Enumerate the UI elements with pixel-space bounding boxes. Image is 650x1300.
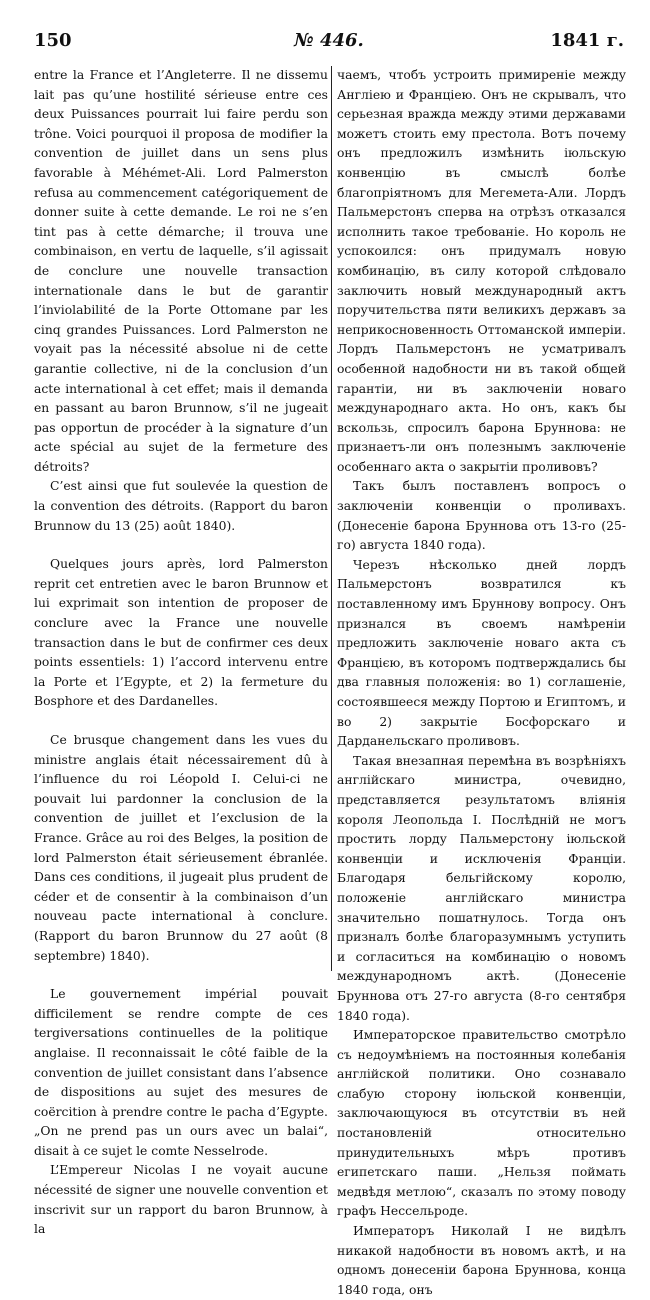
french-paragraph: C’est ainsi que fut soulevée la question de la convention des détroits. (Rapport du baron Brunnow du 13 (25) août 1840). [34,479,328,533]
french-paragraph: L’Empereur Nicolas I ne voyait aucune nécessité de signer une nouvelle convention et inscrivit sur un rapport du baron Brunnow, à la [34,1163,328,1237]
french-paragraph: entre la France et l’Angleterre. Il ne dissemu lait pas qu’une hostilité sérieuse entre ces deux Puissances pourrait lui faire perdu son trône. Voici pourquoi il proposa de modifier la convention de juillet dans un sens plus favorable à Méhémet-Ali. Lord Palmerston refusa au commencement catégoriquement de donner suite à cette demande. Le roi ne s’en tint pas à cette démarche; il trouva une combinaison, en vertu de laquelle, s’il agissait de conclure une nouvelle transaction internationale dans le but de garantir l’inviolabilité de la Porte Ottomane par les cinq grandes Puissances. Lord Palmerston ne voyait pas la nécessité absolue ni de cette garantie collective, ni de la conclusion d’un acte international à cet effet; mais il demanda en passant au baron Brunnow, s’il ne jugeait pas opportun de procéder à la signature d’un acte spécial au sujet de la fermeture des détroits? [34,68,328,474]
russian-paragraph: Такая внезапная перемѣна въ возрѣніяхъ англійскаго министра, очевидно, представляется результатомъ вліянія короля Леопольда I. Послѣдній не могъ простить лорду Пальмерстону іюльской конвенціи и исключенія Франціи. Благодаря бельгійскому королю, положеніе англійскаго министра значительно пошатнулось. Тогда онъ призналъ болѣе благоразумнымъ уступить и согласиться на комбинацію о новомъ международномъ актѣ. (Донесеніе Бруннова отъ 27-го августа (8-го сентября 1840 года). [337,753,626,1023]
russian-column [337,66,626,1300]
year-label: 1841 г. [550,30,624,51]
russian-paragraph: Императорское правительство смотрѣло съ недоумѣніемъ на постоянныя колебанія англійской политики. Оно сознавало слабую сторону іюльской конвенціи, заключающуюся въ отсутствіи въ ней постановленій относительно принудительныхъ мѣръ противъ египетскаго паши. „Нельзя поймать медвѣдя метлою“, сказалъ по этому поводу графъ Нессельроде. [337,1028,626,1219]
document-number: № 446. [294,30,364,51]
russian-paragraph: Черезъ нѣсколько дней лордъ Пальмерстонъ возвратился къ поставленному имъ Бруннову вопросу. Онъ признался въ своемъ намѣреніи предложить заключеніе новаго акта съ Францією, въ которомъ подтверждались бы два главныя положенія: во 1) соглашеніе, состоявшееся между Портою и Египтомъ, и во 2) закрытіе Босфорскаго и Дарданельскаго проливовъ. [337,557,626,749]
russian-paragraph: чаемъ, чтобъ устроить примиреніе между Англіею и Франціею. Онъ не скрывалъ, что серьезная вражда между этими державами можетъ стоить ему престола. Вотъ почему онъ предложилъ измѣнить іюльскую конвенцію въ смыслѣ болѣе благопріятномъ для Мегемета-Али. Лордъ Пальмерстонъ сперва на отрѣзъ отказался исполнить такое требованіе. Но король не успокоился: онъ придумалъ новую комбинацію, въ силу которой слѣдовало заключить новый международный актъ поручительства пяти великихъ державъ за неприкосновенность Оттоманской имперіи. Лордъ Пальмерстонъ не усматривалъ особенной надобности ни въ такой общей гарантіи, ни въ заключеніи новаго международнаго акта. Но онъ, какъ бы вскользь, спросилъ барона Бруннова: не признаетъ-ли онъ полезнымъ заключеніе особеннаго акта о закрытіи проливовъ? [337,68,626,474]
french-paragraph: Quelques jours après, lord Palmerston reprit cet entretien avec le baron Brunnow et lui exprimait son intention de proposer de conclure avec la France une nouvelle transaction dans le but de confirmer ces deux points essentiels: 1) l’accord intervenu entre la Porte et l’Egypte, et 2) la fermeture du Bosphore et des Dardanelles. [34,557,328,709]
french-paragraph: Le gouvernement impérial pouvait difficilement se rendre compte de ces tergiversations continuelles de la politique anglaise. Il reconnaissait le côté faible de la convention de juillet consistant dans l’absence de dispositions au sujet des mesures de coërcition à prendre contre le pacha d’Egypte. „On ne prend pas un ours avec un balai“, disait à ce sujet le comte Nesselrode. [34,987,328,1158]
french-column [34,66,328,1240]
french-paragraph: Ce brusque changement dans les vues du ministre anglais était nécessairement dû à l’influence du roi Léopold I. Celui-ci ne pouvait lui pardonner la conclusion de la convention de juillet et l’exclusion de la France. Grâce au roi des Belges, la position de lord Palmerston était sérieusement ébranlée. Dans ces conditions, il jugeait plus prudent de céder et de consentir à la combinaison d’un nouveau pacte international à conclure. (Rapport du baron Brunnow du 27 août (8 septembre) 1840). [34,733,328,963]
column-divider [331,66,332,971]
page-number: 150 [34,30,72,51]
russian-paragraph: Императоръ Николай I не видѣлъ никакой надобности въ новомъ актѣ, и на одномъ донесеніи барона Бруннова, конца 1840 года, онъ [337,1224,626,1297]
page-header [34,30,624,56]
russian-paragraph: Такъ былъ поставленъ вопросъ о заключеніи конвенціи о проливахъ. (Донесеніе барона Бруннова отъ 13-го (25-го) августа 1840 года). [337,479,626,553]
